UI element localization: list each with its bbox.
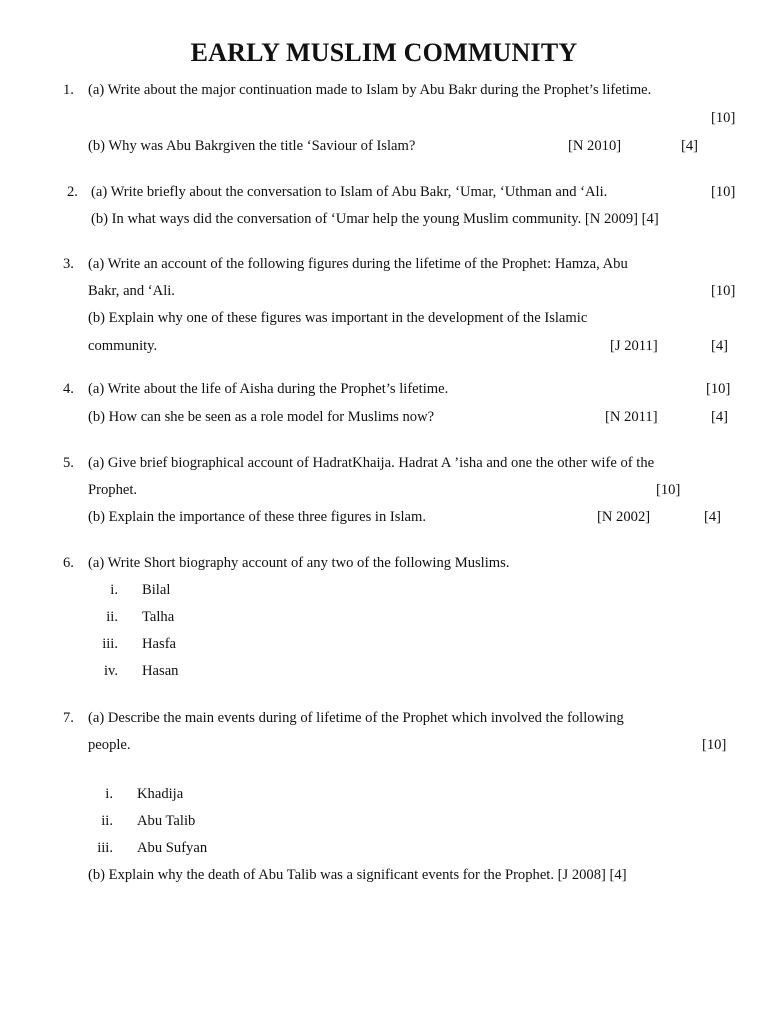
q3-part-a-marks: [10] [711, 283, 736, 299]
q5-part-b: (b) Explain the importance of these three figures in Islam. [88, 509, 426, 525]
q5-part-a-line2: Prophet. [88, 482, 138, 498]
q6-item-number: iv. [103, 663, 118, 679]
q1-part-b: (b) Why was Abu Bakrgiven the title ‘Saviour of Islam? [88, 138, 416, 154]
q5-part-b-ref: [N 2002] [597, 509, 651, 525]
q5-part-a-marks: [10] [656, 482, 681, 498]
q6-item-number: i. [110, 582, 118, 598]
q3-part-b-line2: community. [88, 338, 158, 354]
q5-part-a-line1: (a) Give brief biographical account of HadratKhaija. Hadrat A ’isha and one the other wife of the [88, 455, 655, 471]
q6-item-name: Hasan [142, 663, 179, 679]
q3-part-b-marks: [4] [711, 338, 729, 354]
question-number-1: 1. [63, 82, 74, 98]
q7-item-number: ii. [101, 813, 113, 829]
q6-item-number: ii. [106, 609, 118, 625]
q4-part-b-marks: [4] [711, 409, 729, 425]
q2-part-a: (a) Write briefly about the conversation to Islam of Abu Bakr, ‘Umar, ‘Uthman and ‘Ali. [91, 184, 608, 200]
q6-part-a: (a) Write Short biography account of any two of the following Muslims. [88, 555, 510, 571]
q7-item-name: Khadija [137, 786, 184, 802]
q6-item-name: Talha [142, 609, 175, 625]
q3-part-a-line2: Bakr, and ‘Ali. [88, 283, 175, 299]
question-number-2: 2. [67, 184, 78, 200]
q7-item-number: iii. [97, 840, 113, 856]
q2-part-a-marks: [10] [711, 184, 736, 200]
page-title: EARLY MUSLIM COMMUNITY [190, 38, 578, 67]
q2-part-b: (b) In what ways did the conversation of ‘Umar help the young Muslim community. [N 2009] [4] [91, 211, 659, 227]
question-number-7: 7. [63, 710, 74, 726]
q7-part-a-line2: people. [88, 737, 131, 753]
q7-part-b: (b) Explain why the death of Abu Talib was a significant events for the Prophet. [J 2008] [4] [88, 867, 627, 883]
question-number-4: 4. [63, 381, 74, 397]
q7-item-name: Abu Talib [137, 813, 196, 829]
q4-part-b-ref: [N 2011] [605, 409, 658, 425]
q6-item-name: Bilal [142, 582, 171, 598]
q3-part-b-ref: [J 2011] [610, 338, 658, 354]
q4-part-a-marks: [10] [706, 381, 731, 397]
q6-item-name: Hasfa [142, 636, 177, 652]
q3-part-a-line1: (a) Write an account of the following figures during the lifetime of the Prophet: Hamza, Abu [88, 256, 628, 272]
q7-part-a-line1: (a) Describe the main events during of lifetime of the Prophet which involved the following [88, 710, 624, 726]
question-number-5: 5. [63, 455, 74, 471]
q6-item-number: iii. [102, 636, 118, 652]
q5-part-b-marks: [4] [704, 509, 722, 525]
question-number-3: 3. [63, 256, 74, 272]
q1-part-a: (a) Write about the major continuation made to Islam by Abu Bakr during the Prophet’s lifetime. [88, 82, 652, 98]
q4-part-a: (a) Write about the life of Aisha during the Prophet’s lifetime. [88, 381, 449, 397]
q7-item-name: Abu Sufyan [137, 840, 208, 856]
q3-part-b-line1: (b) Explain why one of these figures was important in the development of the Islamic [88, 310, 588, 326]
q4-part-b: (b) How can she be seen as a role model for Muslims now? [88, 409, 435, 425]
q7-part-a-marks: [10] [702, 737, 727, 753]
q1-part-b-marks: [4] [681, 138, 699, 154]
q1-part-b-ref: [N 2010] [568, 138, 622, 154]
question-number-6: 6. [63, 555, 74, 571]
q1-part-a-marks: [10] [711, 110, 736, 126]
q7-item-number: i. [105, 786, 113, 802]
